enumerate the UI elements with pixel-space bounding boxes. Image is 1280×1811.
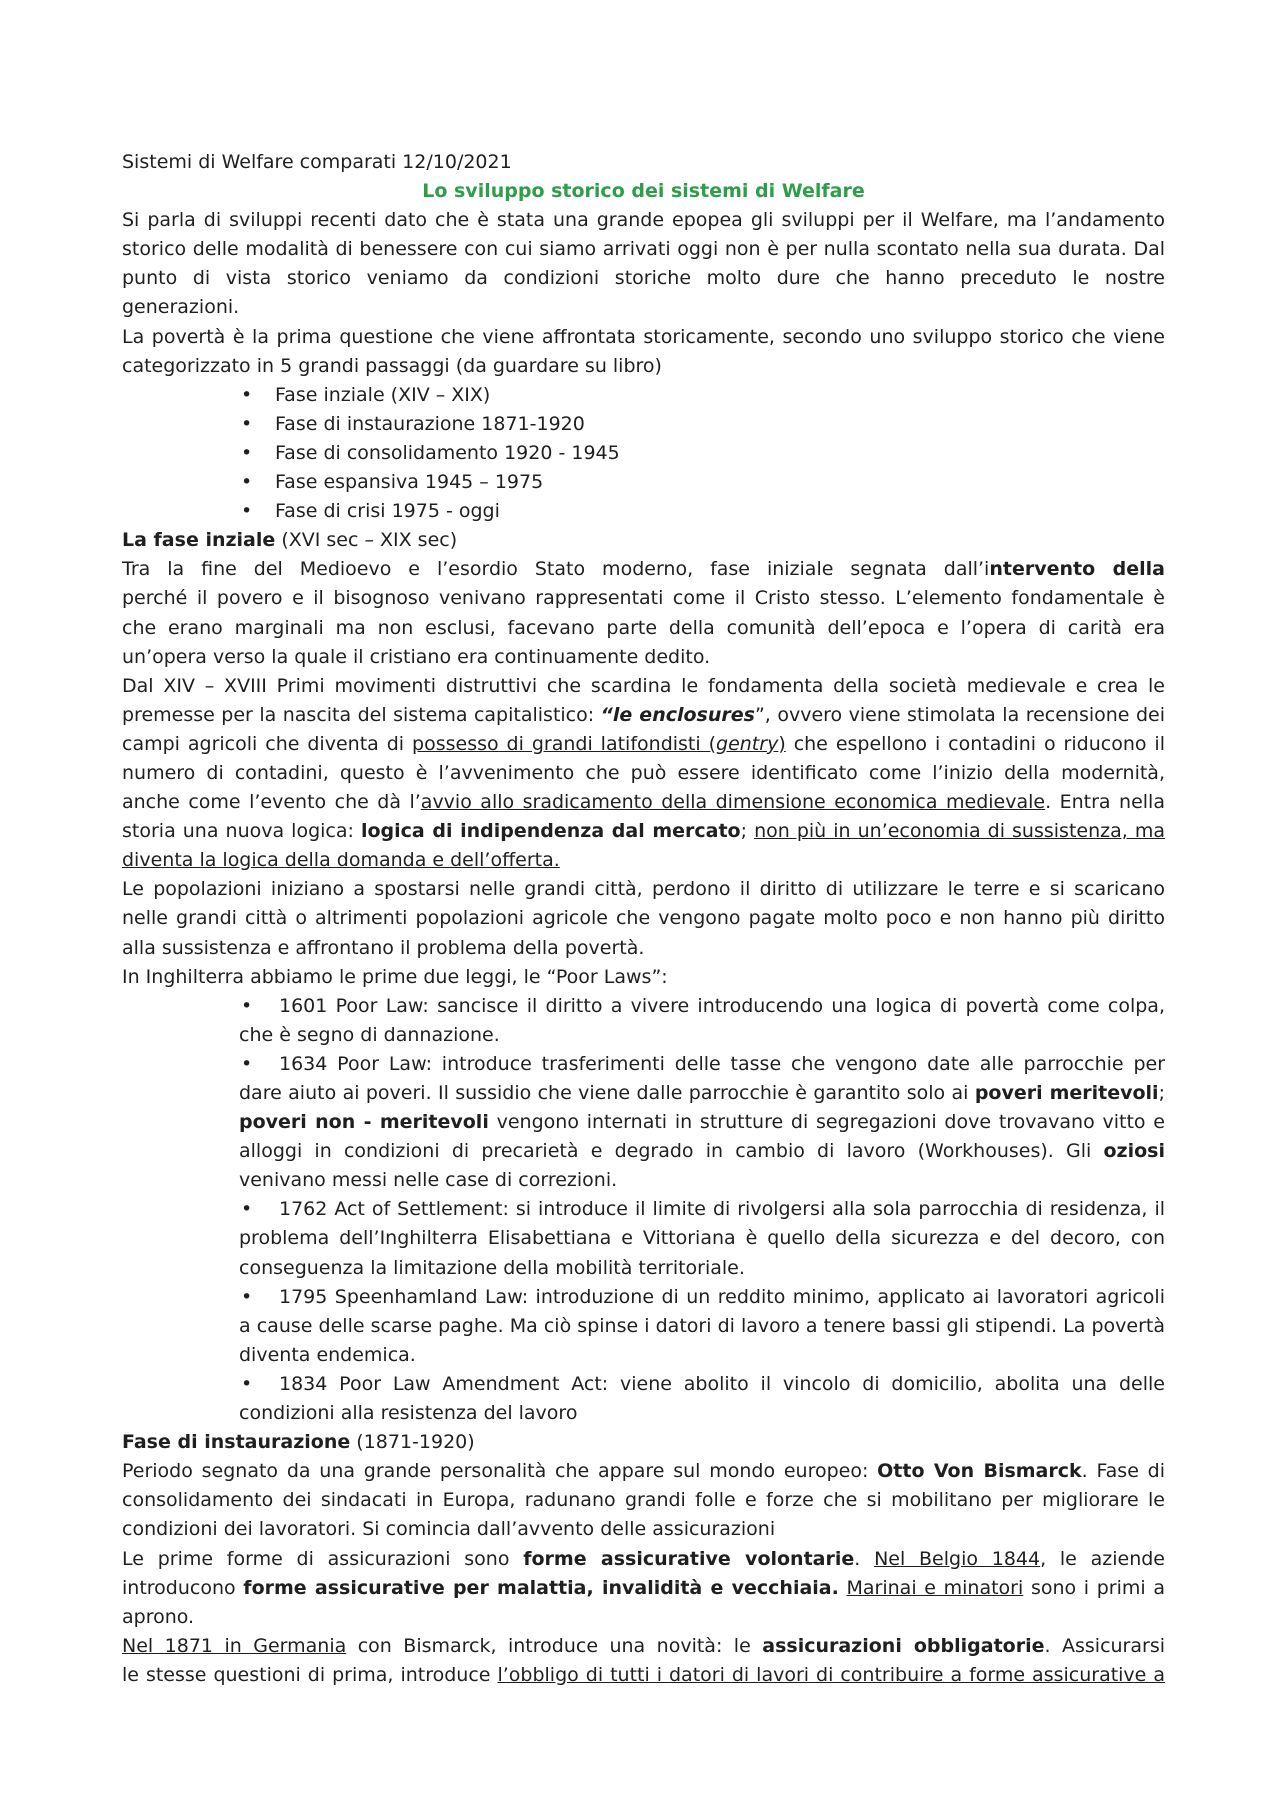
- bullet-icon: •: [241, 383, 253, 406]
- paragraph-line: che erano marginali ma non esclusi, facevano parte della comunità dell’epoca e l’opera di carità era: [122, 616, 1165, 639]
- list-item: • 1762 Act of Settlement: si introduce il limite di rivolgersi alla sola parrocchia di residenza, il problema dell’Inghilterra Elisabettiana e Vittoriana è quello della sicurezza e del decoro, con conseguenza la limitazione della mobilità territoriale.: [239, 1195, 1165, 1282]
- intro-line: categorizzato in 5 grandi passaggi (da guardare su libro): [122, 354, 662, 377]
- paragraph-line: nelle grandi città o altrimenti popolazioni agricole che vengono pagate molto poco e non hanno più diritto: [122, 907, 1165, 930]
- document-page: [122, 148, 1165, 1690]
- bullet-icon: •: [241, 994, 253, 1017]
- paragraph: [122, 672, 1165, 876]
- paragraph: [122, 1545, 1165, 1632]
- bullet-icon: •: [241, 412, 253, 435]
- paragraph: [122, 875, 1165, 962]
- paragraph-line: diventa la logica della domanda e dell’offerta.: [122, 849, 560, 872]
- document-header: Sistemi di Welfare comparati 12/10/2021: [122, 151, 512, 173]
- paragraph-line: le stesse questioni di prima, introduce l’obbligo di tutti i datori di lavori di contribuire a forme assicurative a: [122, 1663, 1165, 1686]
- phases-list: [122, 381, 1165, 526]
- bullet-icon: •: [241, 1285, 253, 1308]
- paragraph-line: storia una nuova logica: logica di indipendenza dal mercato; non più in un’economia di sussistenza, ma: [122, 820, 1165, 843]
- bullet-icon: •: [241, 1052, 253, 1075]
- paragraph-line: Dal XIV – XVIII Primi movimenti distruttivi che scardina le fondamenta della società medievale e crea le: [122, 674, 1165, 697]
- list-item: • 1601 Poor Law: sancisce il diritto a vivere introducendo una logica di povertà come colpa, che è segno di dannazione.: [239, 992, 1165, 1050]
- paragraph: [122, 1632, 1165, 1690]
- section-heading-fase-iniziale: La fase inziale (XVI sec – XIX sec): [122, 529, 458, 552]
- paragraph-line: condizioni dei lavoratori. Si comincia dall’avvento delle assicurazioni: [122, 1518, 776, 1541]
- section-heading-fase-instaurazione: Fase di instaurazione (1871-1920): [122, 1431, 475, 1454]
- paragraph-line: campi agricoli che diventa di possesso di grandi latifondisti (gentry) che espellono i contadini o riducono il: [122, 732, 1165, 755]
- paragraph-line: premesse per la nascita del sistema capitalistico: “le enclosures”, ovvero viene stimolata la recensione dei: [122, 703, 1165, 726]
- list-item: • Fase inziale (XIV – XIX): [235, 381, 1165, 410]
- list-item: • 1634 Poor Law: introduce trasferimenti delle tasse che vengono date alle parrocchie per dare aiuto ai poveri. Il sussidio che viene dalle parrocchie è garantito solo ai poveri meritevoli; poveri non - meritevoli vengono internati in strutture di segregazioni dove trovavano vitto e alloggi in condizioni di precarietà e degrado in cambio di lavoro (Workhouses). Gli oziosi venivano messi nelle case di correzioni.: [239, 1050, 1165, 1195]
- paragraph-line: perché il povero e il bisognoso venivano rappresentati come il Cristo stesso. L’elemento fondamentale è: [122, 587, 1165, 610]
- paragraph: [122, 555, 1165, 671]
- bullet-icon: •: [241, 1198, 253, 1221]
- bullet-icon: •: [241, 441, 253, 464]
- list-item: • Fase di crisi 1975 - oggi: [235, 497, 1165, 526]
- paragraph-line: Le prime forme di assicurazioni sono forme assicurative volontarie. Nel Belgio 1844, le aziende: [122, 1547, 1165, 1570]
- intro-line: generazioni.: [122, 296, 240, 319]
- paragraph-line: Periodo segnato da una grande personalità che appare sul mondo europeo: Otto Von Bismarck. Fase di: [122, 1460, 1165, 1483]
- intro-paragraph: [122, 206, 1165, 381]
- paragraph-line: Tra la fine del Medioevo e l’esordio Stato moderno, fase iniziale segnata dall’intervento della: [122, 558, 1165, 581]
- paragraph-line: aprono.: [122, 1605, 195, 1628]
- list-item: • 1795 Speenhamland Law: introduzione di un reddito minimo, applicato ai lavoratori agricoli a cause delle scarse paghe. Ma ciò spinse i datori di lavoro a tenere bassi gli stipendi. La povertà diventa endemica.: [239, 1283, 1165, 1370]
- list-item: • Fase di consolidamento 1920 - 1945: [235, 439, 1165, 468]
- paragraph-line: numero di contadini, questo è l’avvenimento che può essere identificato come l’inizio della modernità,: [122, 761, 1165, 784]
- intro-line: storico delle modalità di benessere con cui siamo arrivati oggi non è per nulla scontato nella sua durata. Dal: [122, 238, 1165, 261]
- list-item: • Fase di instaurazione 1871-1920: [235, 410, 1165, 439]
- intro-line: Si parla di sviluppi recenti dato che è stata una grande epopea gli sviluppi per il Welfare, ma l’andamento: [122, 209, 1165, 232]
- paragraph-line: alla sussistenza e affrontano il problema della povertà.: [122, 936, 645, 959]
- intro-line: La povertà è la prima questione che viene affrontata storicamente, secondo uno sviluppo storico che viene: [122, 325, 1165, 348]
- list-item: • 1834 Poor Law Amendment Act: viene abolito il vincolo di domicilio, abolita una delle condizioni alla resistenza del lavoro: [239, 1370, 1165, 1428]
- bullet-icon: •: [241, 1372, 253, 1395]
- document-title: Lo sviluppo storico dei sistemi di Welfare: [422, 180, 865, 203]
- paragraph-line: un’opera verso la quale il cristiano era continuamente dedito.: [122, 645, 711, 668]
- paragraph-line: anche come l’evento che dà l’avvio allo sradicamento della dimensione economica medievale. Entra nella: [122, 791, 1165, 814]
- paragraph: [122, 1457, 1165, 1544]
- paragraph-line: In Inghilterra abbiamo le prime due leggi, le “Poor Laws”:: [122, 965, 668, 988]
- paragraph-line: consolidamento dei sindacati in Europa, radunano grandi folle e forze che si mobilitano per migliorare le: [122, 1489, 1165, 1512]
- paragraph-line: Nel 1871 in Germania con Bismarck, introduce una novità: le assicurazioni obbligatorie. Assicurarsi: [122, 1634, 1165, 1657]
- bullet-icon: •: [241, 471, 253, 494]
- bullet-icon: •: [241, 500, 253, 523]
- paragraph-line: introducono forme assicurative per malattia, invalidità e vecchiaia. Marinai e minatori sono i primi a: [122, 1576, 1165, 1599]
- paragraph-line: Le popolazioni iniziano a spostarsi nelle grandi città, perdono il diritto di utilizzare le terre e si scaricano: [122, 878, 1165, 901]
- intro-line: punto di vista storico veniamo da condizioni storiche molto dure che hanno preceduto le nostre: [122, 267, 1165, 290]
- poor-laws-list: [122, 992, 1165, 1428]
- list-item: • Fase espansiva 1945 – 1975: [235, 468, 1165, 497]
